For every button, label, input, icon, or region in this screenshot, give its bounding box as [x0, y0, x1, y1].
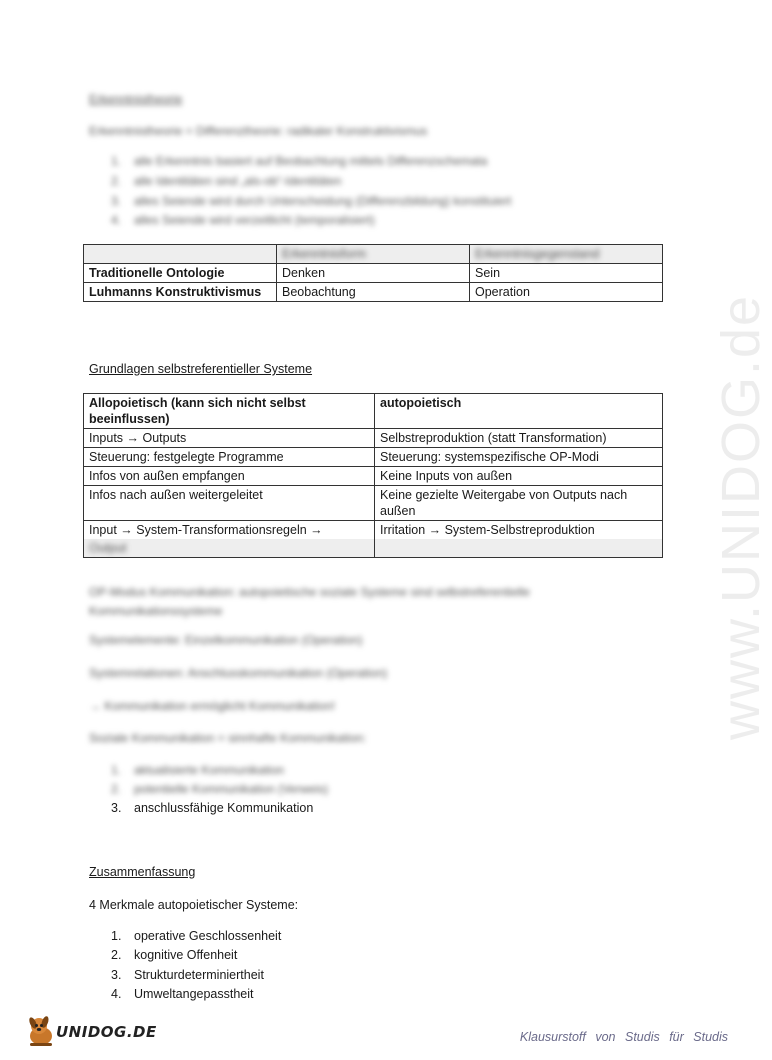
table-cell: Input → System-Transformationsregeln → [84, 521, 375, 540]
section4-intro: 4 Merkmale autopoietischer Systeme: [89, 898, 299, 912]
section1-heading: Erkenntnistheorie [89, 92, 183, 106]
list-item: 2. potentielle Kommunikation (Verweis) [111, 782, 329, 796]
table-row [84, 486, 663, 521]
watermark-text: www.UNIDOG.de [711, 293, 771, 740]
table-cell: Beobachtung [277, 283, 470, 302]
table-cell: autopoietisch [375, 394, 663, 429]
table-cell [375, 539, 663, 558]
section4-heading: Zusammenfassung [89, 865, 196, 879]
list-item: 4. alles Seiende wird verzeitlicht (temporalisiert) [111, 213, 375, 227]
table-cell: Steuerung: systemspezifische OP-Modi [375, 448, 663, 467]
table-cell: Infos nach außen weitergeleitet [84, 486, 375, 521]
list-item: 2. kognitive Offenheit [111, 948, 238, 962]
logo-text: UNIDOG.DE [56, 1023, 157, 1041]
table-row [84, 283, 663, 302]
epistemology-table [83, 244, 663, 302]
section1-subtitle: Erkenntnistheorie = Differenztheorie: radikaler Konstruktivismus [89, 124, 428, 138]
table-cell: Traditionelle Ontologie [84, 264, 277, 283]
list-item: 1. operative Geschlossenheit [111, 929, 282, 943]
table-cell: Infos von außen empfangen [84, 467, 375, 486]
paragraph: Systemrelationen: Anschlusskommunikation (Operation) [89, 666, 388, 680]
watermark [648, 270, 771, 740]
table-cell: Selbstreproduktion (statt Transformation) [375, 429, 663, 448]
table-row [84, 521, 663, 540]
table-cell: Keine gezielte Weitergabe von Outputs nach außen [375, 486, 663, 521]
table-row [84, 429, 663, 448]
table-cell: Luhmanns Konstruktivismus [84, 283, 277, 302]
table-row [84, 467, 663, 486]
list-item: 2. alle Identitäten sind „als-ob“-Identitäten [111, 174, 342, 188]
paragraph: Systemelemente: Einzelkommunikation (Operation) [89, 633, 363, 647]
table-header-row [84, 245, 663, 264]
list-item: 1. alle Erkenntnis basiert auf Beobachtung mittels Differenzschemata [111, 154, 488, 168]
table-cell: Sein [470, 264, 663, 283]
list-item: 4. Umweltangepasstheit [111, 987, 254, 1001]
table-cell: Inputs → Outputs [84, 429, 375, 448]
table-row [84, 539, 663, 558]
paragraph: → Kommunikation ermöglicht Kommunikation! [89, 699, 336, 713]
systems-table [83, 393, 663, 558]
table-row [84, 448, 663, 467]
list-item: 1. aktualisierte Kommunikation [111, 763, 285, 777]
paragraph: OP-Modus Kommunikation: autopoietische soziale Systeme sind selbstreferentielle Kommunikationssysteme [89, 585, 530, 618]
table-cell: Steuerung: festgelegte Programme [84, 448, 375, 467]
footer-tagline: Klausurstoff von Studis für Studis [519, 1030, 728, 1044]
section2-heading: Grundlagen selbstreferentieller Systeme [89, 362, 313, 376]
table-cell: Erkenntnisgegenstand [470, 245, 663, 264]
table-cell: Erkenntnisform [277, 245, 470, 264]
list-item: 3. Strukturdeterminiertheit [111, 968, 264, 982]
list-item: 3. anschlussfähige Kommunikation [111, 801, 314, 815]
list-item: 3. alles Seiende wird durch Unterscheidung (Differenzbildung) konstituiert [111, 194, 512, 208]
table-cell: Output [84, 539, 375, 558]
table-cell: Operation [470, 283, 663, 302]
table-cell: Denken [277, 264, 470, 283]
table-cell [84, 245, 277, 264]
table-cell: Irritation → System-Selbstreproduktion [375, 521, 663, 540]
paragraph: Soziale Kommunikation = sinnhafte Kommunikation: [89, 731, 367, 745]
table-cell: Allopoietisch (kann sich nicht selbst beeinflussen) [84, 394, 375, 429]
table-row [84, 264, 663, 283]
table-cell: Keine Inputs von außen [375, 467, 663, 486]
table-header-row [84, 394, 663, 429]
dog-logo-icon [24, 1014, 58, 1048]
